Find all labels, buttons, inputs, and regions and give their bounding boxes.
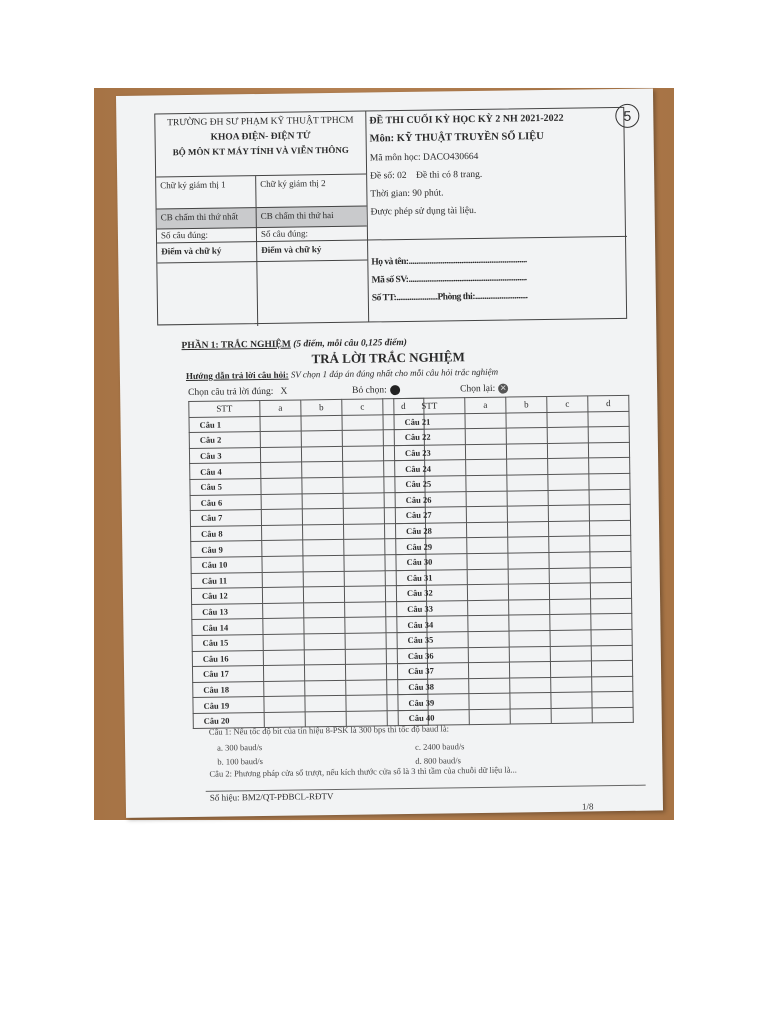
answer-cell-a[interactable] [261,478,302,494]
question-number: Câu 24 [395,460,466,477]
answer-cell-c[interactable] [342,446,383,462]
invigilator-1-signature: Chữ ký giám thị 1 [156,176,256,209]
answer-cell-a[interactable] [263,603,304,619]
answer-cell-b[interactable] [301,431,342,447]
question-number: Câu 17 [192,666,263,683]
answer-cell-d[interactable] [588,427,629,443]
correct-count-1: Số câu đúng: [157,228,257,243]
answer-cell-c[interactable] [549,583,590,599]
question-number: Câu 29 [396,538,467,555]
answer-cell-d[interactable] [590,536,631,552]
answer-cell-c[interactable] [550,614,591,630]
answer-cell-d[interactable] [591,645,632,661]
answer-cell-a[interactable] [263,665,304,681]
part-heading [181,338,407,351]
answer-cell-a[interactable] [261,509,302,525]
answer-cell-c[interactable] [550,630,591,646]
answer-cell-b[interactable] [302,477,343,493]
option-d-header: d [588,395,629,411]
answer-cell-d[interactable] [589,520,630,536]
question-number: Câu 33 [397,600,468,617]
question-number: Câu 4 [190,463,261,480]
option-c-header: c [342,399,383,415]
answer-cell-c[interactable] [346,679,387,695]
grader-1-label: CB chấm thi thứ nhất [157,208,257,229]
answer-cell-b[interactable] [301,446,342,462]
answer-cell-a[interactable] [261,462,302,478]
answer-cell-b[interactable] [301,415,342,431]
answer-cell-d[interactable] [589,473,630,489]
answer-cell-a[interactable] [263,649,304,665]
answer-cell-a[interactable] [466,491,507,507]
answer-cell-b[interactable] [303,524,344,540]
answer-cell-b[interactable] [303,586,344,602]
answer-cell-d[interactable] [590,551,631,567]
option-b-header: b [301,399,342,415]
footer-divider [206,785,646,792]
score-signature-2: Điểm và chữ ký [261,244,322,255]
question-number: Câu 25 [395,476,466,493]
question-number: Câu 37 [397,663,468,680]
answer-cell-c[interactable] [345,648,386,664]
answer-cell-d[interactable] [588,442,629,458]
option-b-header: b [506,397,547,413]
part-points: (5 điểm, mỗi câu 0,125 điểm) [293,337,407,350]
legend-reselect-label: Chọn lại: [460,383,496,395]
question-number: Câu 20 [193,712,264,729]
question-1-option-c: c. 2400 baud/s [415,741,465,752]
question-number: Câu 8 [191,525,262,542]
answer-cell-c[interactable] [548,474,589,490]
guide-text: SV chọn 1 đáp án đúng nhất cho mỗi câu hỏi trắc nghiệm [290,366,499,380]
answer-cell-a[interactable] [263,634,304,650]
exam-number: Đề số: 02 Đề thi có 8 trang. [370,169,483,182]
answer-cell-a[interactable] [262,571,303,587]
answer-cell-b[interactable] [509,646,550,662]
answer-cell-d[interactable] [589,489,630,505]
answer-cell-b[interactable] [507,506,548,522]
answer-cell-a[interactable] [467,553,508,569]
answer-cell-c[interactable] [344,586,385,602]
legend-unselect-label: Bỏ chọn: [352,385,387,396]
stt-header: STT [394,398,465,415]
question-number: Câu 18 [193,681,264,698]
answer-cell-c[interactable] [551,692,592,708]
question-number: Câu 21 [394,413,465,430]
answer-cell-c[interactable] [345,617,386,633]
question-1-option-b: b. 100 baud/s [217,756,263,767]
question-number: Câu 35 [397,632,468,649]
answer-cell-b[interactable] [302,462,343,478]
answer-cell-c[interactable] [343,461,384,477]
answer-cell-b[interactable] [507,459,548,475]
materials-allowed: Được phép sử dụng tài liệu. [370,205,477,218]
question-number: Câu 34 [397,616,468,633]
answer-cell-d[interactable] [590,567,631,583]
student-name-field: Họ và tên:............................................................... [371,255,527,268]
question-number: Câu 19 [193,697,264,714]
answer-cell-c[interactable] [345,602,386,618]
legend-reselect [460,384,508,395]
legend-choose: Chọn câu trả lời đúng: X [188,386,288,399]
score-signature-1: Điểm và chữ ký [157,242,258,327]
answer-cell-c[interactable] [346,695,387,711]
answer-cell-c[interactable] [547,443,588,459]
answer-cell-b[interactable] [510,693,551,709]
grader-2-label: CB chấm thi thứ hai [260,209,334,221]
answer-cell-a[interactable] [469,693,510,709]
answer-cell-b[interactable] [508,584,549,600]
answer-guide [186,367,498,381]
answer-cell-a[interactable] [465,413,506,429]
invigilator-signature-row [156,174,366,210]
answer-cell-b[interactable] [302,509,343,525]
answer-cell-a[interactable] [468,600,509,616]
option-a-header: a [465,397,506,413]
order-room-field: Số TT:......................Phòng thi:............................ [371,291,528,304]
answer-cell-a[interactable] [468,631,509,647]
part-label: PHẦN 1: TRẮC NGHIỆM [181,339,291,352]
subject-name: Môn: KỸ THUẬT TRUYỀN SỐ LIỆU [369,131,544,145]
page-number: 1/8 [581,801,594,812]
answer-cell-a[interactable] [264,681,305,697]
question-number: Câu 26 [395,491,466,508]
answer-cell-d[interactable] [591,660,632,676]
answer-cell-c[interactable] [343,508,384,524]
question-number: Câu 32 [396,585,467,602]
answer-cell-a[interactable] [465,444,506,460]
answer-cell-a[interactable] [263,618,304,634]
answer-cell-d[interactable] [589,505,630,521]
answer-cell-b[interactable] [508,568,549,584]
answer-cell-b[interactable] [506,443,547,459]
answer-cell-c[interactable] [548,489,589,505]
question-number: Câu 40 [398,710,469,727]
answer-cell-b[interactable] [303,571,344,587]
option-d-header: d [383,398,424,414]
answer-table-left [188,398,429,730]
exam-duration: Thời gian: 90 phút. [370,188,444,200]
answer-cell-a[interactable] [260,431,301,447]
stt-header: STT [189,401,260,418]
answer-cell-c[interactable] [343,477,384,493]
question-number: Câu 5 [190,478,261,495]
answer-cell-d[interactable] [589,458,630,474]
answer-cell-a[interactable] [261,494,302,510]
option-c-header: c [547,396,588,412]
answer-cell-a[interactable] [468,615,509,631]
answer-cell-d[interactable] [592,707,633,723]
question-1-option-a: a. 300 baud/s [217,742,263,753]
answer-cell-b[interactable] [507,521,548,537]
answer-cell-a[interactable] [262,540,303,556]
crossed-circle-icon: ✕ [499,383,507,393]
exam-title: ĐỀ THI CUỐI KỲ HỌC KỲ 2 NH 2021-2022 [369,112,564,127]
option-a-header: a [260,400,301,416]
question-number: Câu 31 [396,569,467,586]
question-number: Câu 14 [192,619,263,636]
document-code: Số hiệu: BM2/QT-PĐBCL-RĐTV [209,791,334,803]
question-number: Câu 7 [190,510,261,527]
answer-cell-a[interactable] [262,587,303,603]
answer-cell-b[interactable] [507,490,548,506]
filled-circle-icon [390,385,400,395]
department-name: BỘ MÔN KT MÁY TÍNH VÀ VIỄN THÔNG [172,144,349,158]
question-number: Câu 3 [189,447,260,464]
question-number: Câu 30 [396,554,467,571]
question-number: Câu 6 [190,494,261,511]
answer-cell-b[interactable] [304,618,345,634]
answer-cell-a[interactable] [465,428,506,444]
question-number: Câu 39 [398,694,469,711]
correct-count-2: Số câu đúng: [260,228,309,239]
answer-cell-b[interactable] [508,537,549,553]
answer-cell-b[interactable] [302,493,343,509]
answer-cell-c[interactable] [344,555,385,571]
answer-cell-a[interactable] [466,475,507,491]
answer-cell-c[interactable] [343,524,384,540]
answer-cell-b[interactable] [305,680,346,696]
answer-cell-c[interactable] [343,492,384,508]
answer-cell-c[interactable] [344,570,385,586]
answer-cell-c[interactable] [345,633,386,649]
question-number: Câu 2 [189,432,260,449]
answer-cell-b[interactable] [506,412,547,428]
answer-cell-c[interactable] [344,539,385,555]
answer-sheet-title: TRẢ LỜI TRẮC NGHIỆM [311,349,465,367]
question-number: Câu 1 [189,416,260,433]
answer-cell-a[interactable] [262,556,303,572]
answer-cell-a[interactable] [467,569,508,585]
answer-cell-d[interactable] [588,411,629,427]
header-right [365,107,632,322]
answer-cell-c[interactable] [547,412,588,428]
answer-cell-c[interactable] [345,664,386,680]
answer-cell-b[interactable] [304,664,345,680]
answer-cell-b[interactable] [508,552,549,568]
answer-cell-c[interactable] [551,708,592,724]
answer-cell-c[interactable] [550,661,591,677]
answer-cell-c[interactable] [549,552,590,568]
answer-table-right [393,395,634,727]
answer-cell-a[interactable] [469,678,510,694]
answer-cell-a[interactable] [260,416,301,432]
question-number: Câu 28 [395,522,466,539]
question-number: Câu 38 [398,678,469,695]
answer-cell-b[interactable] [305,696,346,712]
legend-unselect [352,385,400,396]
answer-cell-d[interactable] [591,598,632,614]
handwritten-circled-number: 5 [615,104,639,128]
question-number: Câu 36 [397,647,468,664]
answer-cell-c[interactable] [549,567,590,583]
answer-cell-a[interactable] [469,709,510,725]
question-number: Câu 22 [394,429,465,446]
header-left [155,112,369,325]
answer-cell-d[interactable] [590,582,631,598]
answer-cell-a[interactable] [466,522,507,538]
answer-cell-b[interactable] [304,602,345,618]
question-number: Câu 9 [191,541,262,558]
answer-cell-b[interactable] [303,555,344,571]
invigilator-2-signature: Chữ ký giám thị 2 [260,178,326,189]
answer-cell-b[interactable] [303,540,344,556]
answer-cell-c[interactable] [548,521,589,537]
answer-cell-b[interactable] [509,662,550,678]
exam-paper [116,89,663,818]
answer-cell-c[interactable] [548,505,589,521]
answer-cell-b[interactable] [509,615,550,631]
answer-cell-c[interactable] [342,414,383,430]
answer-cell-b[interactable] [510,708,551,724]
score-row [157,240,368,328]
school-name: TRƯỜNG ĐH SƯ PHẠM KỸ THUẬT TPHCM [167,115,354,129]
answer-cell-d[interactable] [591,629,632,645]
exam-header [154,107,632,326]
question-number: Câu 16 [192,650,263,667]
answer-cell-a[interactable] [467,584,508,600]
answer-cell-a[interactable] [466,506,507,522]
student-id-field: Mã số SV:............................................................... [371,273,527,286]
answer-cell-b[interactable] [304,633,345,649]
subject-code: Mã môn học: DACO430664 [369,151,479,164]
answer-cell-a[interactable] [264,696,305,712]
answer-cell-a[interactable] [466,459,507,475]
question-number: Câu 13 [192,603,263,620]
question-1: Câu 1: Nếu tốc độ bit của tín hiệu 8-PSK là 300 bps thì tốc độ baud là: [208,723,450,737]
answer-cell-a[interactable] [468,647,509,663]
answer-cell-c[interactable] [548,458,589,474]
answer-cell-b[interactable] [510,677,551,693]
answer-cell-b[interactable] [509,630,550,646]
answer-cell-c[interactable] [342,430,383,446]
answer-cell-d[interactable] [591,614,632,630]
header-right-divider [367,236,627,241]
question-number: Câu 15 [192,634,263,651]
answer-cell-c[interactable] [549,536,590,552]
question-number: Câu 23 [394,444,465,461]
faculty-name: KHOA ĐIỆN- ĐIỆN TỬ [210,131,311,143]
answer-cell-d[interactable] [592,676,633,692]
answer-cell-a[interactable] [260,447,301,463]
question-number: Câu 12 [191,588,262,605]
guide-label: Hướng dẫn trả lời câu hỏi: [185,369,289,382]
question-number: Câu 11 [191,572,262,589]
question-2: Câu 2: Phương pháp cửa sổ trượt, nếu kích thước cửa sổ là 3 thì tầm của chuỗi dữ liệu là... [209,764,517,779]
answer-cell-b[interactable] [507,474,548,490]
question-number: Câu 10 [191,556,262,573]
answer-cell-b[interactable] [509,599,550,615]
answer-cell-a[interactable] [468,662,509,678]
answer-cell-a[interactable] [262,525,303,541]
answer-cell-d[interactable] [592,692,633,708]
answer-cell-c[interactable] [550,645,591,661]
answer-cell-a[interactable] [467,537,508,553]
question-number: Câu 27 [395,507,466,524]
answer-cell-c[interactable] [551,677,592,693]
answer-cell-b[interactable] [304,649,345,665]
answer-cell-c[interactable] [547,427,588,443]
answer-cell-c[interactable] [550,599,591,615]
question-1-option-d: d. 800 baud/s [415,755,461,766]
answer-cell-b[interactable] [506,428,547,444]
